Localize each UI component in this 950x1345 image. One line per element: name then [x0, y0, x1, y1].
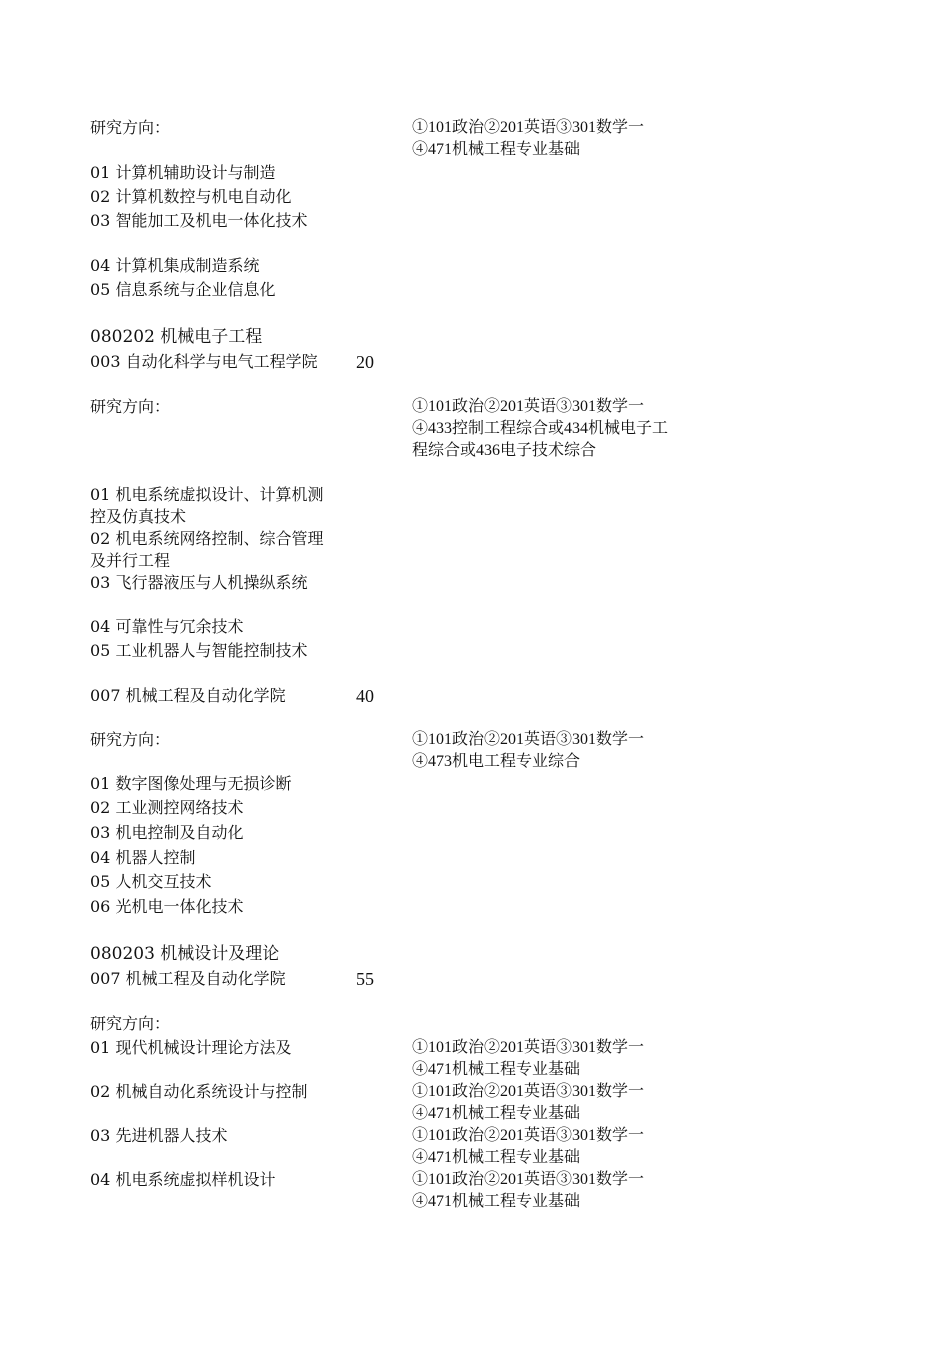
exam-subjects: ①101政治②201英语③301数学一④433控制工程综合或434机械电子工程综合或436电子技术综合 [412, 398, 669, 459]
enrollment-quota: 20 [356, 352, 374, 372]
college-name: 007 机械工程及自动化学院 [90, 969, 286, 988]
direction-item: 02 计算机数控与机电自动化 [90, 187, 292, 206]
exam-subjects: ①101政治②201英语③301数学一④471机械工程专业基础 [412, 1171, 645, 1210]
exam-subjects: ①101政治②201英语③301数学一④471机械工程专业基础 [412, 119, 645, 158]
direction-item: 04 机电系统虚拟样机设计 [90, 1170, 276, 1189]
research-direction-heading: 研究方向： [90, 730, 171, 749]
enrollment-quota: 55 [356, 969, 374, 989]
direction-item: 05 工业机器人与智能控制技术 [90, 641, 308, 660]
direction-item: 01 现代机械设计理论方法及 [90, 1038, 292, 1057]
research-direction-heading: 研究方向： [90, 118, 171, 137]
direction-item: 03 智能加工及机电一体化技术 [90, 211, 308, 230]
direction-item: 03 飞行器液压与人机操纵系统 [90, 573, 308, 592]
research-direction-heading: 研究方向： [90, 1014, 171, 1033]
college-name: 003 自动化科学与电气工程学院 [90, 352, 318, 371]
direction-item: 04 可靠性与冗余技术 [90, 617, 244, 636]
exam-subjects: ①101政治②201英语③301数学一④471机械工程专业基础 [412, 1039, 645, 1078]
enrollment-quota: 40 [356, 686, 374, 706]
direction-item: 03 机电控制及自动化 [90, 823, 244, 842]
direction-item: 02 工业测控网络技术 [90, 798, 244, 817]
direction-item: 04 计算机集成制造系统 [90, 256, 260, 275]
exam-subjects: ①101政治②201英语③301数学一④473机电工程专业综合 [412, 731, 645, 770]
major-title: 080203 机械设计及理论 [90, 944, 280, 964]
college-name: 007 机械工程及自动化学院 [90, 686, 286, 705]
major-title: 080202 机械电子工程 [90, 327, 263, 347]
direction-item: 05 人机交互技术 [90, 872, 212, 891]
direction-item: 04 机器人控制 [90, 848, 196, 867]
direction-item: 02 机电系统网络控制、综合管理及并行工程 [90, 529, 324, 570]
direction-item: 03 先进机器人技术 [90, 1126, 228, 1145]
research-direction-heading: 研究方向： [90, 397, 171, 416]
direction-item: 01 计算机辅助设计与制造 [90, 163, 276, 182]
direction-item: 01 数字图像处理与无损诊断 [90, 774, 292, 793]
exam-subjects: ①101政治②201英语③301数学一④471机械工程专业基础 [412, 1127, 645, 1166]
exam-subjects: ①101政治②201英语③301数学一④471机械工程专业基础 [412, 1083, 645, 1122]
direction-item: 02 机械自动化系统设计与控制 [90, 1082, 308, 1101]
direction-item: 01 机电系统虚拟设计、计算机测控及仿真技术 [90, 485, 324, 526]
direction-item: 06 光机电一体化技术 [90, 897, 244, 916]
direction-item: 05 信息系统与企业信息化 [90, 280, 276, 299]
